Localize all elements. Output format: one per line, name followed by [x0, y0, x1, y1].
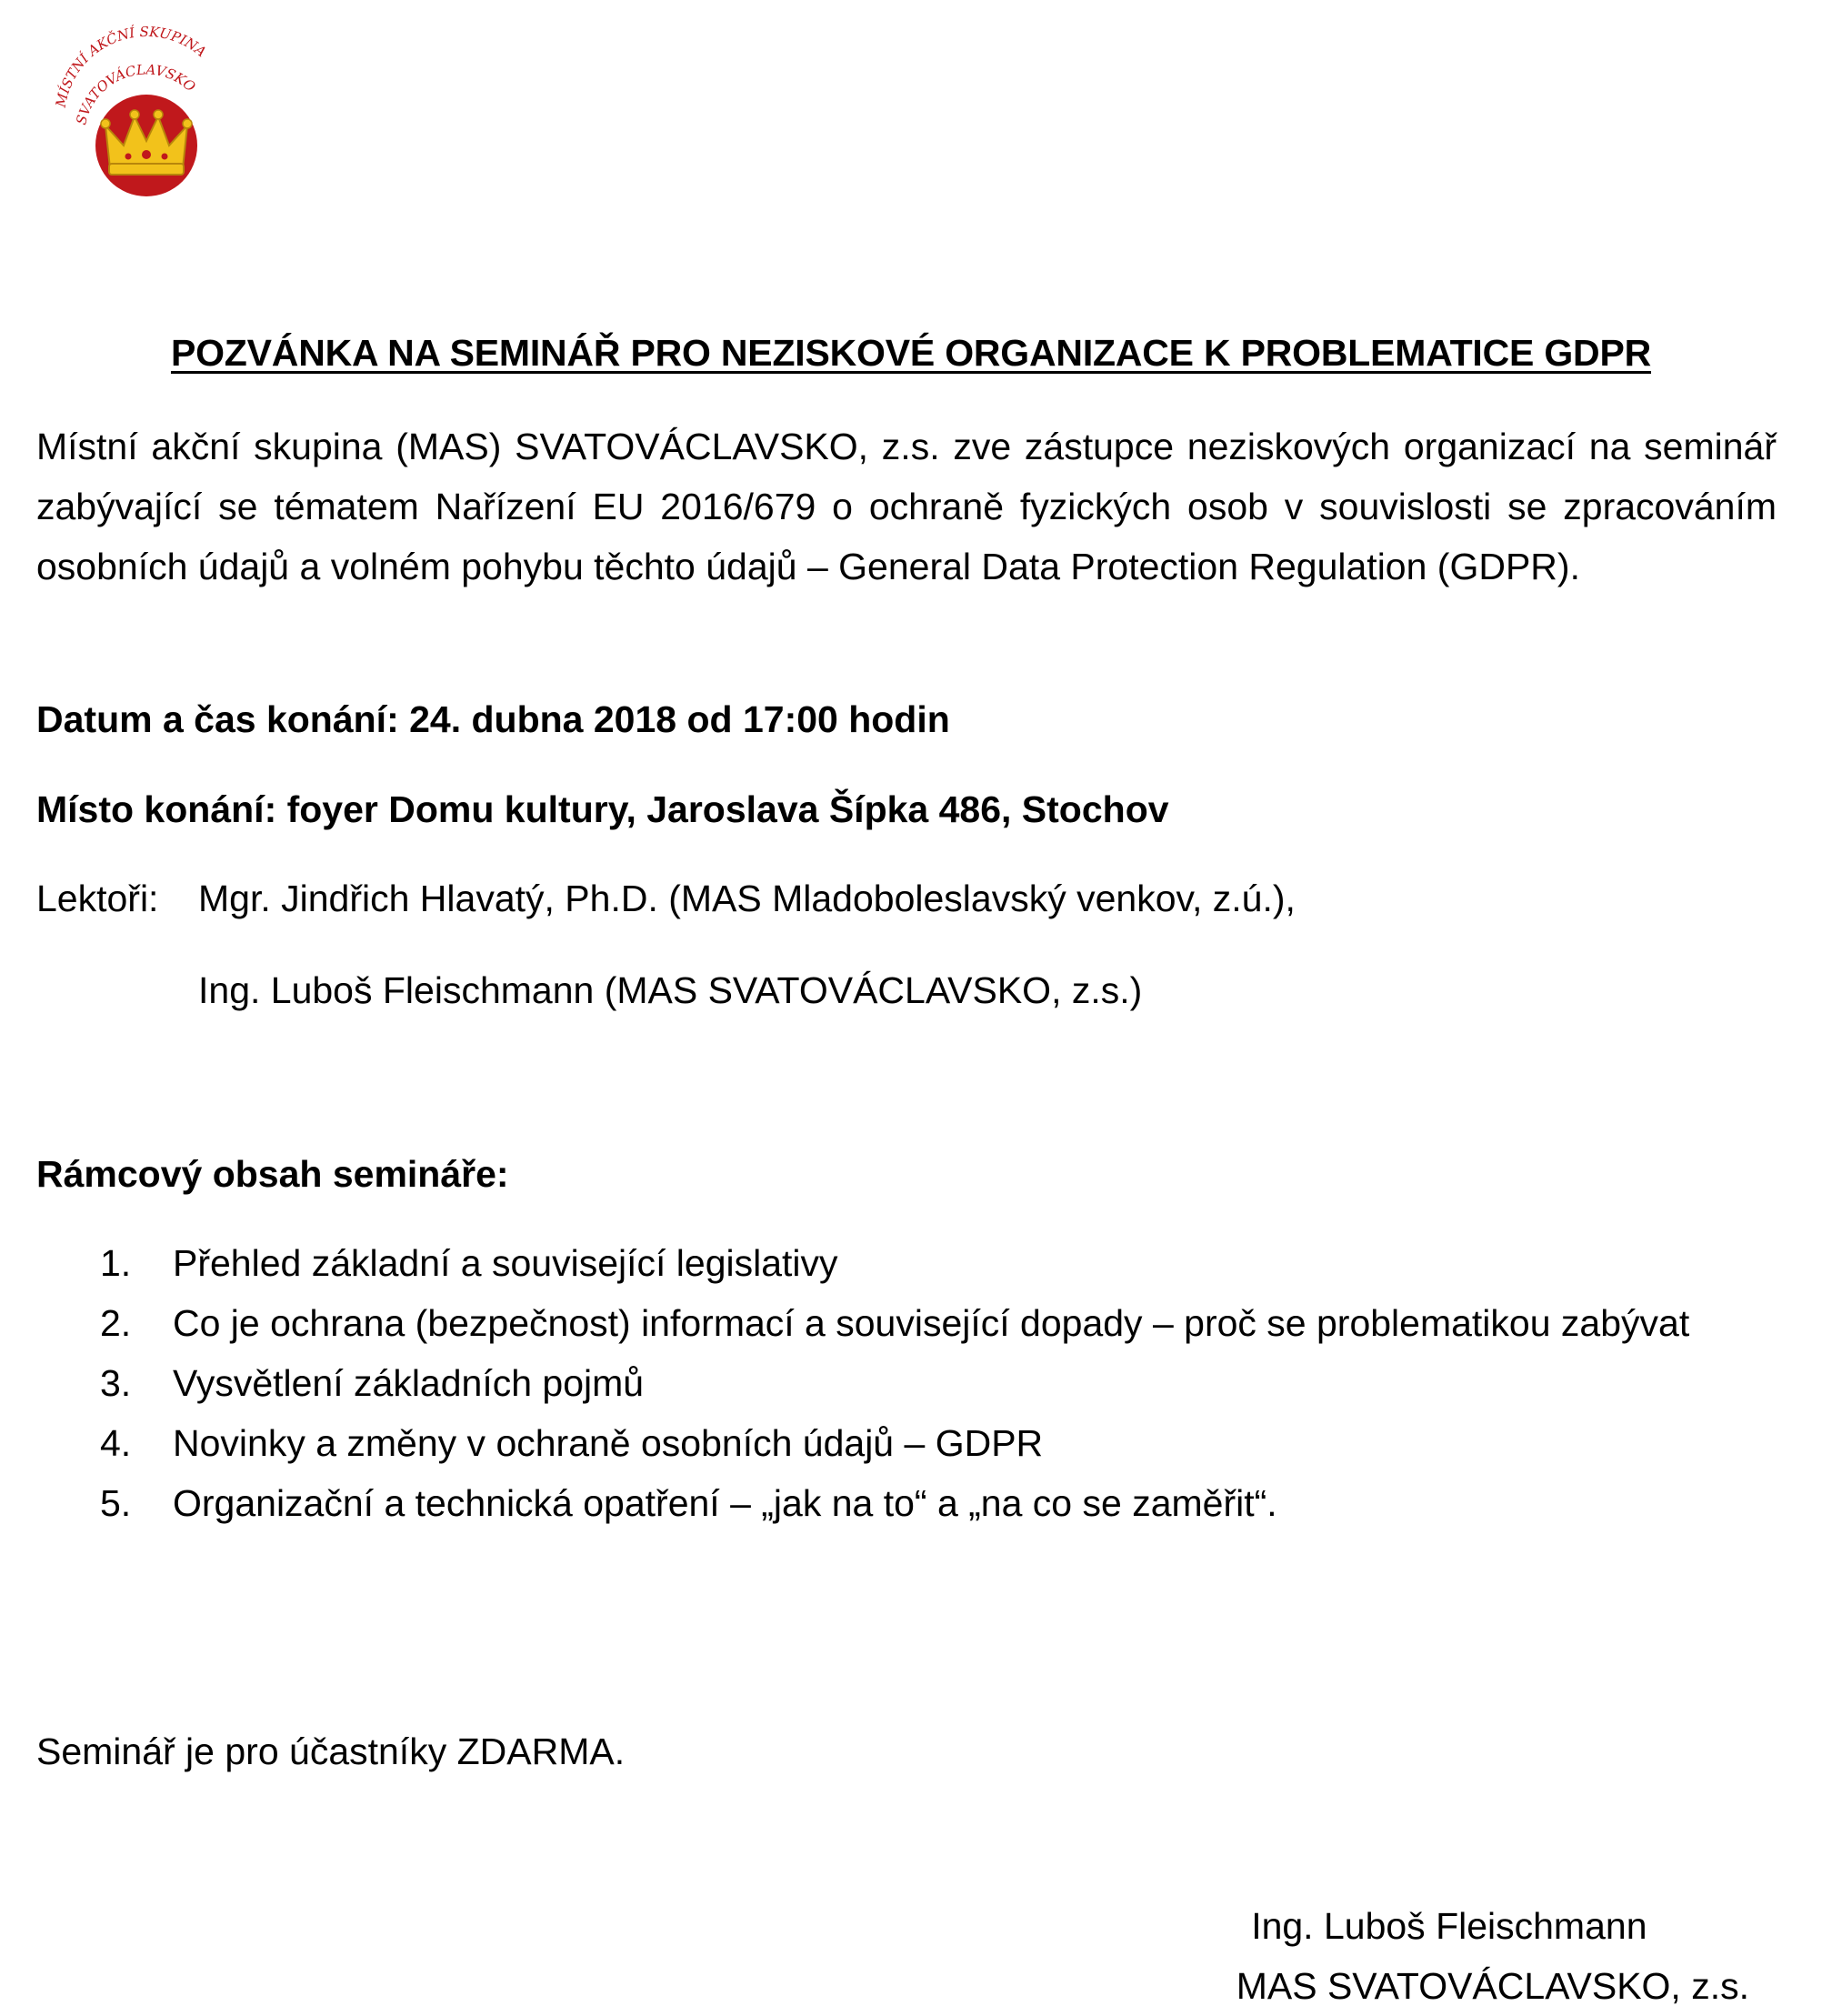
organization-logo	[33, 18, 260, 200]
lecturer-item: Ing. Luboš Fleischmann (MAS SVATOVÁCLAVSKO, z.s.)	[198, 969, 1143, 1011]
logo-lettering: MÍSTNÍ AKČNÍ SKUPINA	[52, 23, 210, 109]
signature-name: Ing. Luboš Fleischmann	[1251, 1905, 1647, 1947]
list-item-text: Vysvětlení základních pojmů	[173, 1362, 645, 1404]
list-item	[100, 1233, 1737, 1293]
svg-text:SVATOVÁCLAVSKO: SVATOVÁCLAVSKO	[73, 61, 199, 126]
content-list	[100, 1233, 1737, 1533]
signature-org: MAS SVATOVÁCLAVSKO, z.s.	[1236, 1965, 1749, 2007]
list-item	[100, 1413, 1737, 1473]
list-item	[100, 1353, 1737, 1413]
list-item-number: 1.	[100, 1242, 132, 1284]
free-note: Seminář je pro účastníky ZDARMA.	[36, 1730, 626, 1772]
logo-graphic	[33, 18, 260, 200]
list-item-number: 5.	[100, 1482, 132, 1524]
list-item-text: Novinky a změny v ochraně osobních údajů – GDPR	[173, 1422, 1044, 1464]
list-item-text: Co je ochrana (bezpečnost) informací a související dopady – proč se problematikou zabývat	[173, 1302, 1690, 1344]
list-item-number: 3.	[100, 1362, 132, 1404]
signature-block	[1236, 1896, 1749, 2016]
list-item-number: 4.	[100, 1422, 132, 1464]
page-title: POZVÁNKA NA SEMINÁŘ PRO NEZISKOVÉ ORGANIZACE K PROBLEMATICE GDPR	[170, 332, 1652, 374]
intro-paragraph: Místní akční skupina (MAS) SVATOVÁCLAVSKO, z.s. zve zástupce neziskových organizací na seminář zabývající se tématem Nařízení EU 2016/679 o ochraně fyzických osob v souvislosti se zpracováním osobních údajů a volném pohybu těchto údajů – General Data Protection Regulation (GDPR).	[36, 426, 1777, 587]
list-item	[100, 1473, 1737, 1533]
event-date: Datum a čas konání: 24. dubna 2018 od 17:00 hodin	[36, 698, 950, 740]
lecturer-item: Mgr. Jindřich Hlavatý, Ph.D. (MAS Mladoboleslavský venkov, z.ú.),	[198, 878, 1296, 919]
list-item-text: Organizační a technická opatření – „jak na to“ a „na co se zaměřit“.	[173, 1482, 1277, 1524]
lecturers-label: Lektoři:	[36, 878, 159, 919]
event-place: Místo konání: foyer Domu kultury, Jaroslava Šípka 486, Stochov	[36, 788, 1169, 830]
content-heading: Rámcový obsah semináře:	[36, 1153, 509, 1195]
list-item-text: Přehled základní a související legislativy	[173, 1242, 838, 1284]
list-item	[100, 1293, 1737, 1353]
list-item-number: 2.	[100, 1302, 132, 1344]
